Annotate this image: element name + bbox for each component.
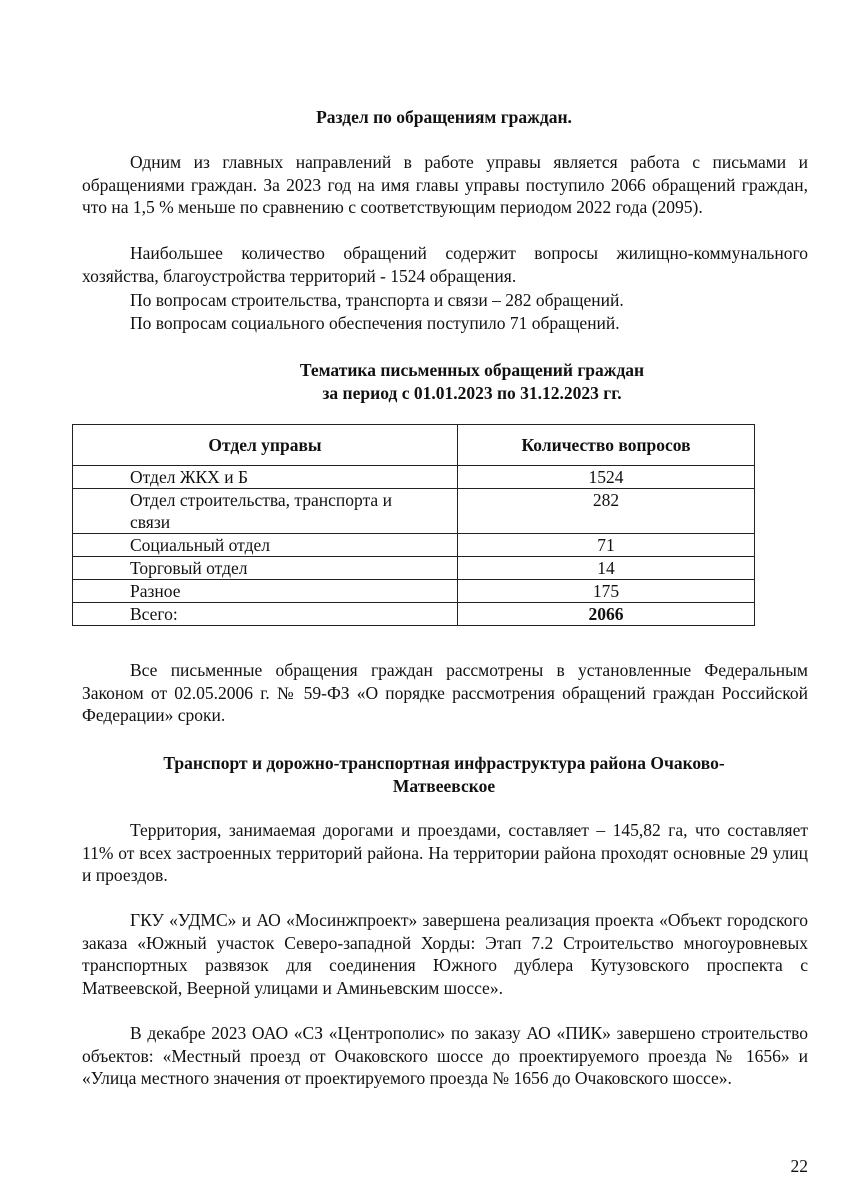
table-cell-department: Отдел ЖКХ и Б — [73, 466, 458, 489]
table-cell-department: Социальный отдел — [73, 534, 458, 557]
section-title-citizen-appeals: Раздел по обращениям граждан. — [316, 107, 572, 127]
table-row — [73, 489, 755, 534]
table-header-department: Отдел управы — [73, 425, 458, 466]
table-title-line-2: за период с 01.01.2023 по 31.12.2023 гг. — [322, 383, 622, 403]
table-row — [73, 580, 755, 603]
table-cell-count: 175 — [458, 580, 755, 603]
paragraph-centropolis-construction: В декабре 2023 ОАО «СЗ «Центрополис» по заказу АО «ПИК» завершено строительство объектов: «Местный проезд от Очаковского шоссе до проектируемого проезда № 1656» и «Улица местного значения от проектируемого проезда № 1656 до Очаковского шоссе». — [82, 1023, 808, 1088]
paragraph-social-appeals: По вопросам социального обеспечения поступило 71 обращений. — [130, 313, 620, 333]
table-cell-count: 1524 — [458, 466, 755, 489]
section-title-transport-line-1: Транспорт и дорожно-транспортная инфраструктура района Очаково- — [163, 753, 725, 773]
table-row — [73, 534, 755, 557]
paragraph-construction-appeals: По вопросам строительства, транспорта и связи – 282 обращений. — [130, 290, 624, 310]
table-cell-count: 282 — [458, 489, 755, 534]
paragraph-roads-territory: Территория, занимаемая дорогами и проездами, составляет – 145,82 га, что составляет 11% от всех застроенных территорий района. На территории района проходят основные 29 улиц и проездов. — [82, 820, 808, 885]
table-cell-department: Разное — [73, 580, 458, 603]
table-cell-count: 14 — [458, 557, 755, 580]
table-title-line-1: Тематика письменных обращений граждан — [299, 360, 645, 380]
table-row — [73, 557, 755, 580]
table-cell-department: Торговый отдел — [73, 557, 458, 580]
table-header-row — [73, 425, 755, 466]
paragraph-housing-appeals: Наибольшее количество обращений содержит вопросы жилищно-коммунального хозяйства, благоустройства территорий - 1524 обращения. — [82, 243, 808, 286]
appeals-topics-table — [72, 424, 755, 626]
table-cell-total-value: 2066 — [458, 603, 755, 626]
paragraph-udms-project: ГКУ «УДМС» и АО «Мосинжпроект» завершена реализация проекта «Объект городского заказа «Южный участок Северо-западной Хорды: Этап 7.2 Строительство многоуровневых транспортных развязок для соединения Южного дублера Кутузовского проспекта с Матвеевской, Веерной улицами и Аминьевским шоссе». — [82, 910, 808, 998]
paragraph-appeals-intro: Одним из главных направлений в работе управы является работа с письмами и обращениями граждан. За 2023 год на имя главы управы поступило 2066 обращений граждан, что на 1,5 % меньше по сравнению с соответствующим периодом 2022 года (2095). — [82, 152, 808, 217]
table-row-total — [73, 603, 755, 626]
table-cell-count: 71 — [458, 534, 755, 557]
table-cell-total-label: Всего: — [73, 603, 458, 626]
table-header-count: Количество вопросов — [458, 425, 755, 466]
page-number: 22 — [790, 1156, 808, 1176]
section-title-transport-line-2: Матвеевское — [392, 776, 496, 796]
paragraph-law-compliance: Все письменные обращения граждан рассмотрены в установленные Федеральным Законом от 02.05.2006 г. № 59-ФЗ «О порядке рассмотрения обращений граждан Российской Федерации» сроки. — [82, 660, 808, 725]
table-cell-department: Отдел строительства, транспорта и связи — [73, 489, 458, 534]
table-row — [73, 466, 755, 489]
